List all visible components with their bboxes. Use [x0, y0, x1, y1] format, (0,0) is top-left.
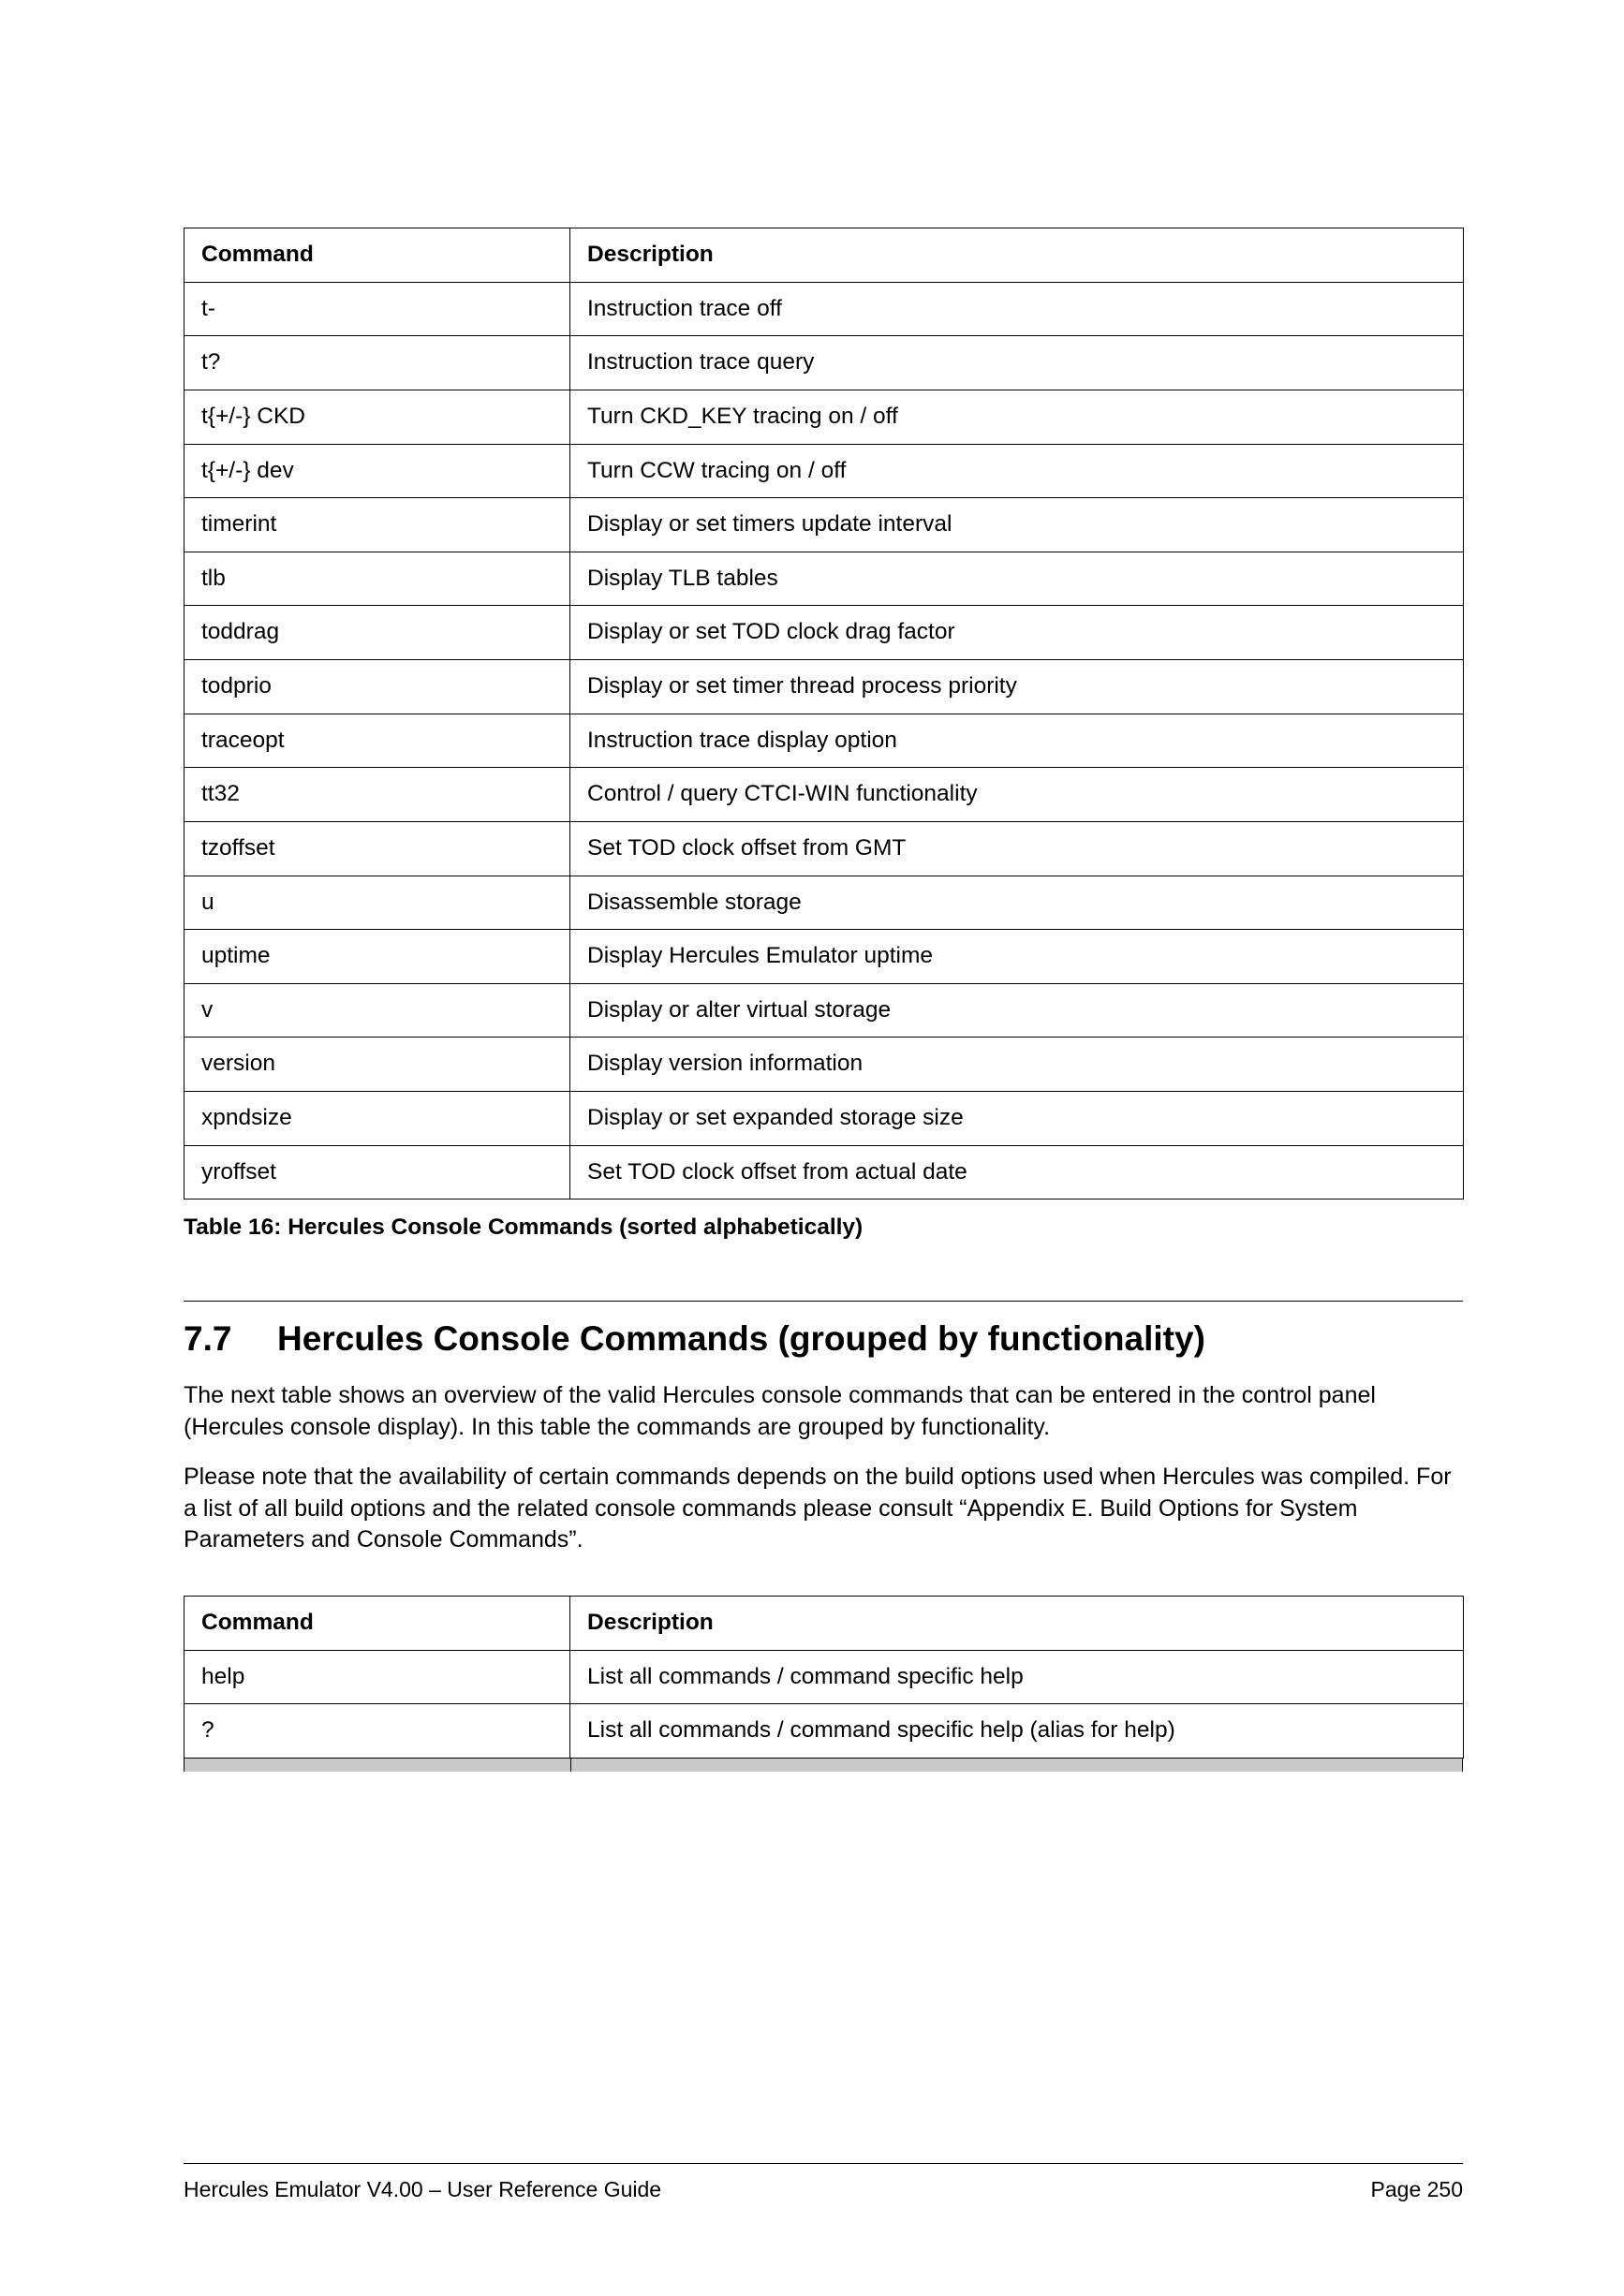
- section-paragraph-1: The next table shows an overview of the valid Hercules console commands that can be entered in the control panel (Hercules console display). In this table the commands are grouped by functionality.: [184, 1382, 1376, 1440]
- cell-description: Set TOD clock offset from GMT: [570, 821, 1464, 876]
- cell-description: Display TLB tables: [570, 552, 1464, 606]
- footer-document-title: Hercules Emulator V4.00 – User Reference Guide: [184, 2177, 662, 2201]
- section-paragraph-2: Please note that the availability of certain commands depends on the build options used when Hercules was compiled. For a list of all build options and the related console commands please consult “Appendix E. Build Options for System Parameters and Console Commands”.: [184, 1464, 1452, 1553]
- cell-description: Display or set timer thread process priority: [570, 660, 1464, 714]
- cell-command: u: [185, 876, 570, 930]
- table-row: [185, 821, 1464, 876]
- cell-description: Display version information: [570, 1038, 1464, 1092]
- table-row: [185, 606, 1464, 660]
- page-content: [184, 228, 1463, 1772]
- footer-page-number: Page 250: [1370, 2177, 1463, 2201]
- cell-command: t{+/-} CKD: [185, 390, 570, 444]
- table-row: [185, 660, 1464, 714]
- section-title: Hercules Console Commands (grouped by functionality): [277, 1319, 1205, 1359]
- table-header-row: [185, 1596, 1464, 1650]
- band-cell-command: [184, 1759, 571, 1772]
- section-number: 7.7: [184, 1319, 232, 1359]
- table-row: [185, 1704, 1464, 1759]
- table-row: [185, 1092, 1464, 1146]
- table-row: [185, 1145, 1464, 1200]
- cell-description: Set TOD clock offset from actual date: [570, 1145, 1464, 1200]
- cell-command: uptime: [185, 930, 570, 984]
- table-row: [185, 930, 1464, 984]
- cell-description: Instruction trace display option: [570, 714, 1464, 768]
- column-header-command: Command: [185, 228, 570, 283]
- cell-command: v: [185, 983, 570, 1038]
- section-heading: [184, 1301, 1463, 1360]
- cell-description: Display or set TOD clock drag factor: [570, 606, 1464, 660]
- cell-command: todprio: [185, 660, 570, 714]
- cell-description: List all commands / command specific help: [570, 1650, 1464, 1704]
- cell-command: version: [185, 1038, 570, 1092]
- cell-command: t?: [185, 336, 570, 390]
- cell-description: Disassemble storage: [570, 876, 1464, 930]
- cell-description: Turn CCW tracing on / off: [570, 444, 1464, 498]
- cell-description: Instruction trace off: [570, 282, 1464, 336]
- table-row: [185, 444, 1464, 498]
- cell-command: tt32: [185, 768, 570, 822]
- column-header-description: Description: [570, 228, 1464, 283]
- table-continuation-band: [184, 1759, 1463, 1772]
- cell-description: List all commands / command specific help (alias for help): [570, 1704, 1464, 1759]
- table-row: [185, 1650, 1464, 1704]
- cell-command: help: [185, 1650, 570, 1704]
- band-cell-description: [571, 1759, 1463, 1772]
- cell-description: Display or alter virtual storage: [570, 983, 1464, 1038]
- table-row: [185, 876, 1464, 930]
- cell-command: tzoffset: [185, 821, 570, 876]
- cell-description: Instruction trace query: [570, 336, 1464, 390]
- table-header-row: [185, 228, 1464, 283]
- page-footer: [184, 2163, 1463, 2202]
- cell-command: t-: [185, 282, 570, 336]
- table-row: [185, 552, 1464, 606]
- column-header-description: Description: [570, 1596, 1464, 1650]
- cell-command: timerint: [185, 498, 570, 552]
- table-row: [185, 1038, 1464, 1092]
- cell-description: Turn CKD_KEY tracing on / off: [570, 390, 1464, 444]
- table-caption: Table 16: Hercules Console Commands (sorted alphabetically): [184, 1214, 864, 1241]
- cell-description: Display or set timers update interval: [570, 498, 1464, 552]
- table-row: [185, 714, 1464, 768]
- table-row: [185, 336, 1464, 390]
- cell-command: traceopt: [185, 714, 570, 768]
- column-header-command: Command: [185, 1596, 570, 1650]
- table-row: [185, 282, 1464, 336]
- cell-command: xpndsize: [185, 1092, 570, 1146]
- cell-command: toddrag: [185, 606, 570, 660]
- table-row: [185, 768, 1464, 822]
- cell-command: tlb: [185, 552, 570, 606]
- cell-description: Control / query CTCI-WIN functionality: [570, 768, 1464, 822]
- cell-description: Display Hercules Emulator uptime: [570, 930, 1464, 984]
- cell-command: yroffset: [185, 1145, 570, 1200]
- cell-description: Display or set expanded storage size: [570, 1092, 1464, 1146]
- table-row: [185, 498, 1464, 552]
- console-commands-grouped-table: [184, 1596, 1464, 1759]
- cell-command: ?: [185, 1704, 570, 1759]
- cell-command: t{+/-} dev: [185, 444, 570, 498]
- table-row: [185, 983, 1464, 1038]
- console-commands-alphabetical-table: [184, 228, 1464, 1200]
- table-row: [185, 390, 1464, 444]
